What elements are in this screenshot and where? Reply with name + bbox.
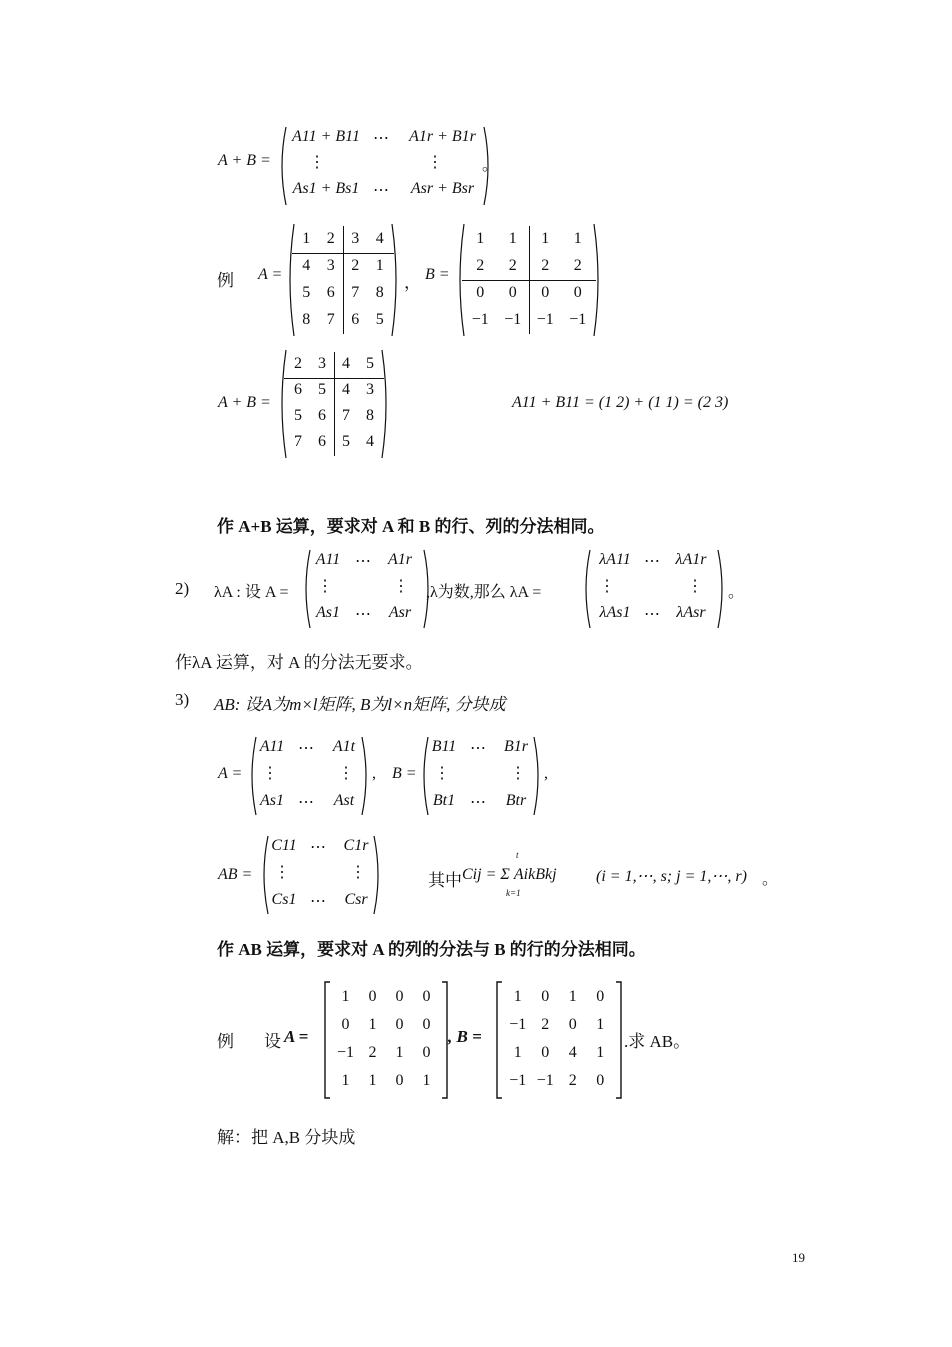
matB2-cell: 0 [596, 988, 605, 1005]
matA1-cell: 4 [375, 229, 384, 247]
matA2-cell: −1 [336, 1044, 355, 1061]
matA1-cell: 2 [351, 256, 360, 274]
matB1-cell: −1 [504, 310, 522, 328]
matB2-cell: 1 [596, 1044, 605, 1061]
matS1-horizontal-divider [284, 378, 384, 379]
scalar-r1-c2: ⋯ [355, 553, 371, 570]
matS1-cell: 4 [342, 355, 350, 372]
product-formula: Cij = Σ AikBkj [462, 866, 557, 883]
matS1-cell: 6 [294, 381, 302, 398]
matB2-cell: 0 [541, 988, 550, 1005]
matA1-cell: 5 [302, 283, 311, 301]
matA1-cell: 3 [326, 256, 335, 274]
matB2-cell: 2 [568, 1072, 577, 1089]
matB1-cell: −1 [569, 310, 587, 328]
block-sum-r1-c2: ⋯ [373, 130, 389, 147]
example1-side-eq: A11 + B11 = (1 2) + (1 1) = (2 3) [512, 394, 729, 411]
matS1-cell: 5 [366, 355, 374, 372]
matS1-cell: 4 [366, 433, 374, 450]
matB1-cell: 2 [573, 256, 582, 274]
product-A-r1-c3: A1t [332, 738, 356, 755]
matA2-cell: 0 [341, 1016, 350, 1033]
block-sum-lhs: A + B = [218, 152, 271, 169]
product-A-r2-c2: ⋮ [338, 765, 354, 782]
product-A-r3-c2: ⋯ [298, 794, 314, 811]
matB1-cell: −1 [536, 310, 554, 328]
matA2-cell: 1 [341, 988, 350, 1005]
block-sum-r1-c3: A1r + B1r [409, 128, 476, 145]
example1-matrix-sum [276, 348, 392, 460]
product-where: 其中 [428, 871, 462, 890]
matA1-cell: 5 [375, 310, 384, 328]
matA2-cell: 1 [368, 1016, 377, 1033]
scalar-r2-c1: ⋮ [317, 578, 333, 595]
matS1-cell: 7 [342, 407, 350, 424]
matB2-cell: 4 [568, 1044, 577, 1061]
matA2-cell: 0 [422, 1016, 431, 1033]
product-B-r2-c1: ⋮ [434, 765, 450, 782]
matA2-cell: 1 [368, 1072, 377, 1089]
matA1-vertical-divider [343, 226, 344, 334]
matS1-cell: 2 [294, 355, 302, 372]
matB1-cell: 2 [476, 256, 485, 274]
matA1-cell: 8 [302, 310, 311, 328]
matA1-cell: 6 [351, 310, 360, 328]
scalar-end: 。 [728, 584, 745, 601]
block-sum-r2-c2: ⋮ [427, 154, 443, 171]
matB2-cell: 1 [596, 1016, 605, 1033]
scalar-r2-c2: ⋮ [393, 578, 409, 595]
block-sum-r2-c1: ⋮ [309, 154, 325, 171]
matB1-cell: −1 [471, 310, 489, 328]
product-AB-lhs: AB = [218, 866, 253, 883]
matS1-cell: 3 [366, 381, 374, 398]
example2-matrix-A [322, 980, 450, 1100]
product-C-r3-c2: ⋯ [310, 893, 326, 910]
scalar-r1-c1: A11 [315, 551, 341, 568]
matA1-cell: 1 [375, 256, 384, 274]
block-sum-r3-c2: ⋯ [373, 182, 389, 199]
matB1-cell: 2 [508, 256, 517, 274]
product-C-r3-c1: Cs1 [271, 891, 297, 908]
example1-sum-lhs: A + B = [218, 394, 271, 411]
scalar-number: 2) [175, 579, 190, 598]
matB2-cell: 1 [513, 1044, 522, 1061]
matA1-cell: 6 [326, 283, 335, 301]
rule-scalar: 作λA 运算，对 A 的分法无要求。 [175, 653, 423, 672]
example1-sep: ， [404, 273, 421, 292]
matA1-cell: 3 [351, 229, 360, 247]
product-B-r3-c3: Btr [505, 792, 527, 809]
matB2-cell: −1 [509, 1072, 527, 1089]
product-sum-bottom: k=1 [506, 888, 521, 898]
matS1-cell: 5 [294, 407, 302, 424]
example1-matrix-A [284, 222, 402, 338]
matB1-cell: 1 [541, 229, 550, 247]
matB2-cell: 2 [541, 1016, 550, 1033]
matA1-horizontal-divider [292, 253, 394, 254]
matA2-cell: 0 [395, 1016, 404, 1033]
product-B-r3-c2: ⋯ [470, 794, 486, 811]
block-sum-end: 。 [482, 157, 499, 174]
matS1-cell: 7 [294, 433, 302, 450]
scalar-result-r2-c2: ⋮ [687, 578, 703, 595]
matB2-cell: 0 [596, 1072, 605, 1089]
matA1-cell: 4 [302, 256, 311, 274]
scalar-result-r3-c3: λAsr [676, 604, 706, 621]
product-A-r2-c1: ⋮ [262, 765, 278, 782]
matS1-cell: 5 [342, 433, 350, 450]
product-text: AB: 设A为m×l矩阵, B为l×n矩阵, 分块成 [214, 695, 506, 714]
product-B-r2-c2: ⋮ [510, 765, 526, 782]
matA1-cell: 2 [326, 229, 335, 247]
scalar-result-r2-c1: ⋮ [599, 578, 615, 595]
example1-label: 例 [217, 271, 234, 290]
matS1-cell: 6 [318, 433, 326, 450]
matA2-cell: 1 [341, 1072, 350, 1089]
matB1-cell: 1 [573, 229, 582, 247]
matS1-cell: 5 [318, 381, 326, 398]
example2-tail: .求 AB。 [624, 1032, 691, 1051]
example1-B-lhs: B = [425, 266, 450, 283]
scalar-mid: ,λ为数,那么 λA = [426, 584, 542, 601]
product-C-r3-c3: Csr [344, 891, 368, 908]
product-sum-top: t [516, 850, 519, 860]
scalar-r3-c1: As1 [316, 604, 340, 621]
scalar-lead: λA : 设 A = [214, 584, 289, 601]
matB2-cell: −1 [509, 1016, 527, 1033]
scalar-r3-c3: Asr [388, 604, 412, 621]
example1-matrix-B [454, 222, 604, 338]
page-number: 19 [792, 1250, 805, 1265]
matB1-cell: 1 [476, 229, 485, 247]
product-C-r2-c2: ⋮ [350, 864, 366, 881]
matB1-cell: 0 [573, 283, 582, 301]
example2-label: 例 [217, 1032, 234, 1051]
product-B-r1-c1: B11 [431, 738, 457, 755]
rule-add: 作 A+B 运算，要求对 A 和 B 的行、列的分法相同。 [217, 517, 605, 536]
matS1-cell: 4 [342, 381, 350, 398]
matB1-horizontal-divider [462, 280, 596, 281]
rule-product: 作 AB 运算，要求对 A 的列的分法与 B 的行的分法相同。 [217, 940, 646, 959]
matA2-cell: 2 [368, 1044, 377, 1061]
matB2-cell: 0 [541, 1044, 550, 1061]
product-B-lhs: B = [392, 765, 417, 782]
example1-A-lhs: A = [258, 266, 283, 283]
product-end: 。 [762, 871, 779, 888]
scalar-result-r3-c1: λAs1 [599, 604, 631, 621]
product-comma1: , [372, 765, 376, 782]
product-C-r1-c1: C11 [271, 837, 297, 854]
matA1-cell: 7 [326, 310, 335, 328]
product-comma2: , [544, 765, 548, 782]
matS1-cell: 6 [318, 407, 326, 424]
matB1-cell: 0 [508, 283, 517, 301]
matB2-cell: −1 [536, 1072, 554, 1089]
matS1-cell: 8 [366, 407, 374, 424]
product-B-r1-c2: ⋯ [470, 740, 486, 757]
matB2-cell: 1 [513, 988, 522, 1005]
scalar-r1-c3: A1r [388, 551, 412, 568]
scalar-result-r1-c2: ⋯ [644, 553, 660, 570]
matA2-cell: 0 [422, 988, 431, 1005]
product-B-r3-c1: Bt1 [432, 792, 456, 809]
matS1-cell: 3 [318, 355, 326, 372]
matB1-cell: 0 [476, 283, 485, 301]
scalar-result-r3-c2: ⋯ [644, 606, 660, 623]
product-A-r1-c2: ⋯ [298, 740, 314, 757]
matB2-cell: 0 [568, 1016, 577, 1033]
product-C-r2-c1: ⋮ [274, 864, 290, 881]
block-sum-r1-c1: A11 + B11 [292, 128, 360, 145]
solution-text: 解：把 A,B 分块成 [217, 1128, 356, 1147]
block-sum-r3-c1: As1 + Bs1 [292, 180, 360, 197]
product-range: (i = 1,⋯, s; j = 1,⋯, r) [596, 868, 747, 885]
scalar-result-r1-c3: λA1r [675, 551, 707, 568]
example2-pre: 设 [264, 1032, 281, 1051]
matA1-cell: 1 [302, 229, 311, 247]
matA2-cell: 0 [368, 988, 377, 1005]
product-C-r1-c2: ⋯ [310, 839, 326, 856]
product-A-r3-c1: As1 [260, 792, 284, 809]
product-A-r3-c3: Ast [333, 792, 355, 809]
matA2-cell: 0 [395, 988, 404, 1005]
scalar-r3-c2: ⋯ [355, 606, 371, 623]
matB1-cell: 0 [541, 283, 550, 301]
example2-B-lhs: , B = [448, 1027, 482, 1046]
matA2-cell: 0 [422, 1044, 431, 1061]
example2-A-lhs: A = [284, 1027, 309, 1046]
product-C-r1-c3: C1r [343, 837, 369, 854]
matB2-cell: 1 [568, 988, 577, 1005]
product-number: 3) [175, 690, 190, 709]
example2-matrix-B [494, 980, 624, 1100]
matA1-cell: 7 [351, 283, 360, 301]
matB1-cell: 1 [508, 229, 517, 247]
matA2-cell: 0 [395, 1072, 404, 1089]
product-A-lhs: A = [218, 765, 243, 782]
matB1-cell: 2 [541, 256, 550, 274]
matS1-vertical-divider [334, 352, 335, 456]
block-sum-r3-c3: Asr + Bsr [410, 180, 475, 197]
product-B-r1-c3: B1r [504, 738, 528, 755]
matA2-cell: 1 [422, 1072, 431, 1089]
matA2-cell: 1 [395, 1044, 404, 1061]
matA1-cell: 8 [375, 283, 384, 301]
product-A-r1-c1: A11 [259, 738, 285, 755]
scalar-result-r1-c1: λA11 [599, 551, 631, 568]
